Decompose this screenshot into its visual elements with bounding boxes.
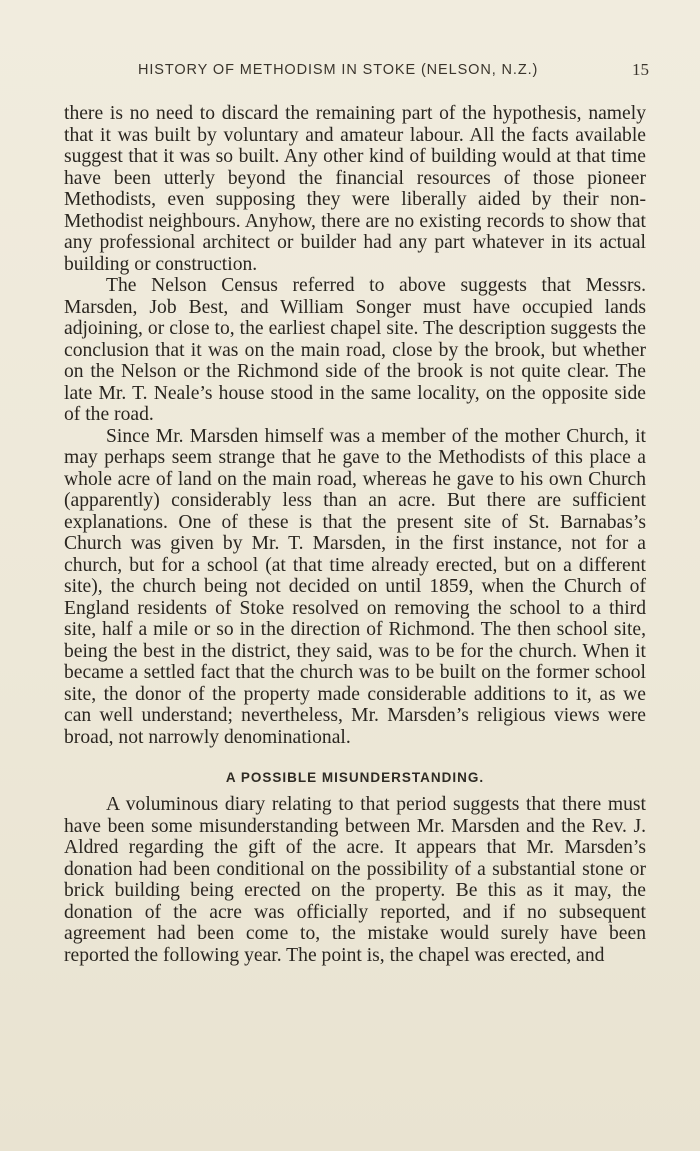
running-title: HISTORY OF METHODISM IN STOKE (NELSON, N.Z.) (138, 62, 539, 78)
paragraph-3: Since Mr. Marsden himself was a member of the mother Church, it may perhaps seem strange that he gave to the Methodists of this place a whole acre of land on the main road, whereas he gave to his own Church (apparently) considerably less than an acre. But there are sufficient explanations. One of these is that the present site of St. Barnabas’s Church was given by Mr. T. Marsden, in the first instance, not for a church, but for a school (at that time already erected, but on a different site), the church being not decided on until 1859, when the Church of England residents of Stoke resolved on removing the school to a third site, half a mile or so in the direction of Richmond. The then school site, being the best in the district, they said, was to be for the church. When it became a settled fact that the church was to be built on the former school site, the donor of the property made considerable additions to it, as we can well understand; nevertheless, Mr. Marsden’s religious views were broad, not narrowly denominational. (64, 425, 646, 748)
body-text (64, 103, 646, 966)
paragraph-4: A voluminous diary relating to that period suggests that there must have been some misunderstanding between Mr. Marsden and the Rev. J. Aldred regarding the gift of the acre. It appears that Mr. Marsden’s donation had been conditional on the possibility of a substantial stone or brick building being erected on the property. Be this as it may, the donation of the acre was officially reported, and if no subsequent agreement had been come to, the mistake would surely have been reported the following year. The point is, the chapel was erected, and (64, 794, 646, 966)
page-number: 15 (632, 60, 649, 79)
section-heading: A POSSIBLE MISUNDERSTANDING. (225, 770, 485, 785)
paragraph-1: there is no need to discard the remaining part of the hypothesis, namely that it was built by voluntary and amateur labour. All the facts available suggest that it was so built. Any other kind of building would at that time have been utterly beyond the financial resources of those pioneer Methodists, even supposing they were liberally aided by their non-Methodist neighbours. Anyhow, there are no existing records to show that any professional architect or builder had any part whatever in its actual building or construction. (64, 103, 646, 275)
running-header (64, 60, 651, 84)
paragraph-2: The Nelson Census referred to above suggests that Messrs. Marsden, Job Best, and William Songer must have occupied lands adjoining, or close to, the earliest chapel site. The description suggests the conclusion that it was on the main road, close by the brook, but whether on the Nelson or the Richmond side of the brook is not quite clear. The late Mr. T. Neale’s house stood in the same locality, on the opposite side of the road. (64, 275, 646, 425)
